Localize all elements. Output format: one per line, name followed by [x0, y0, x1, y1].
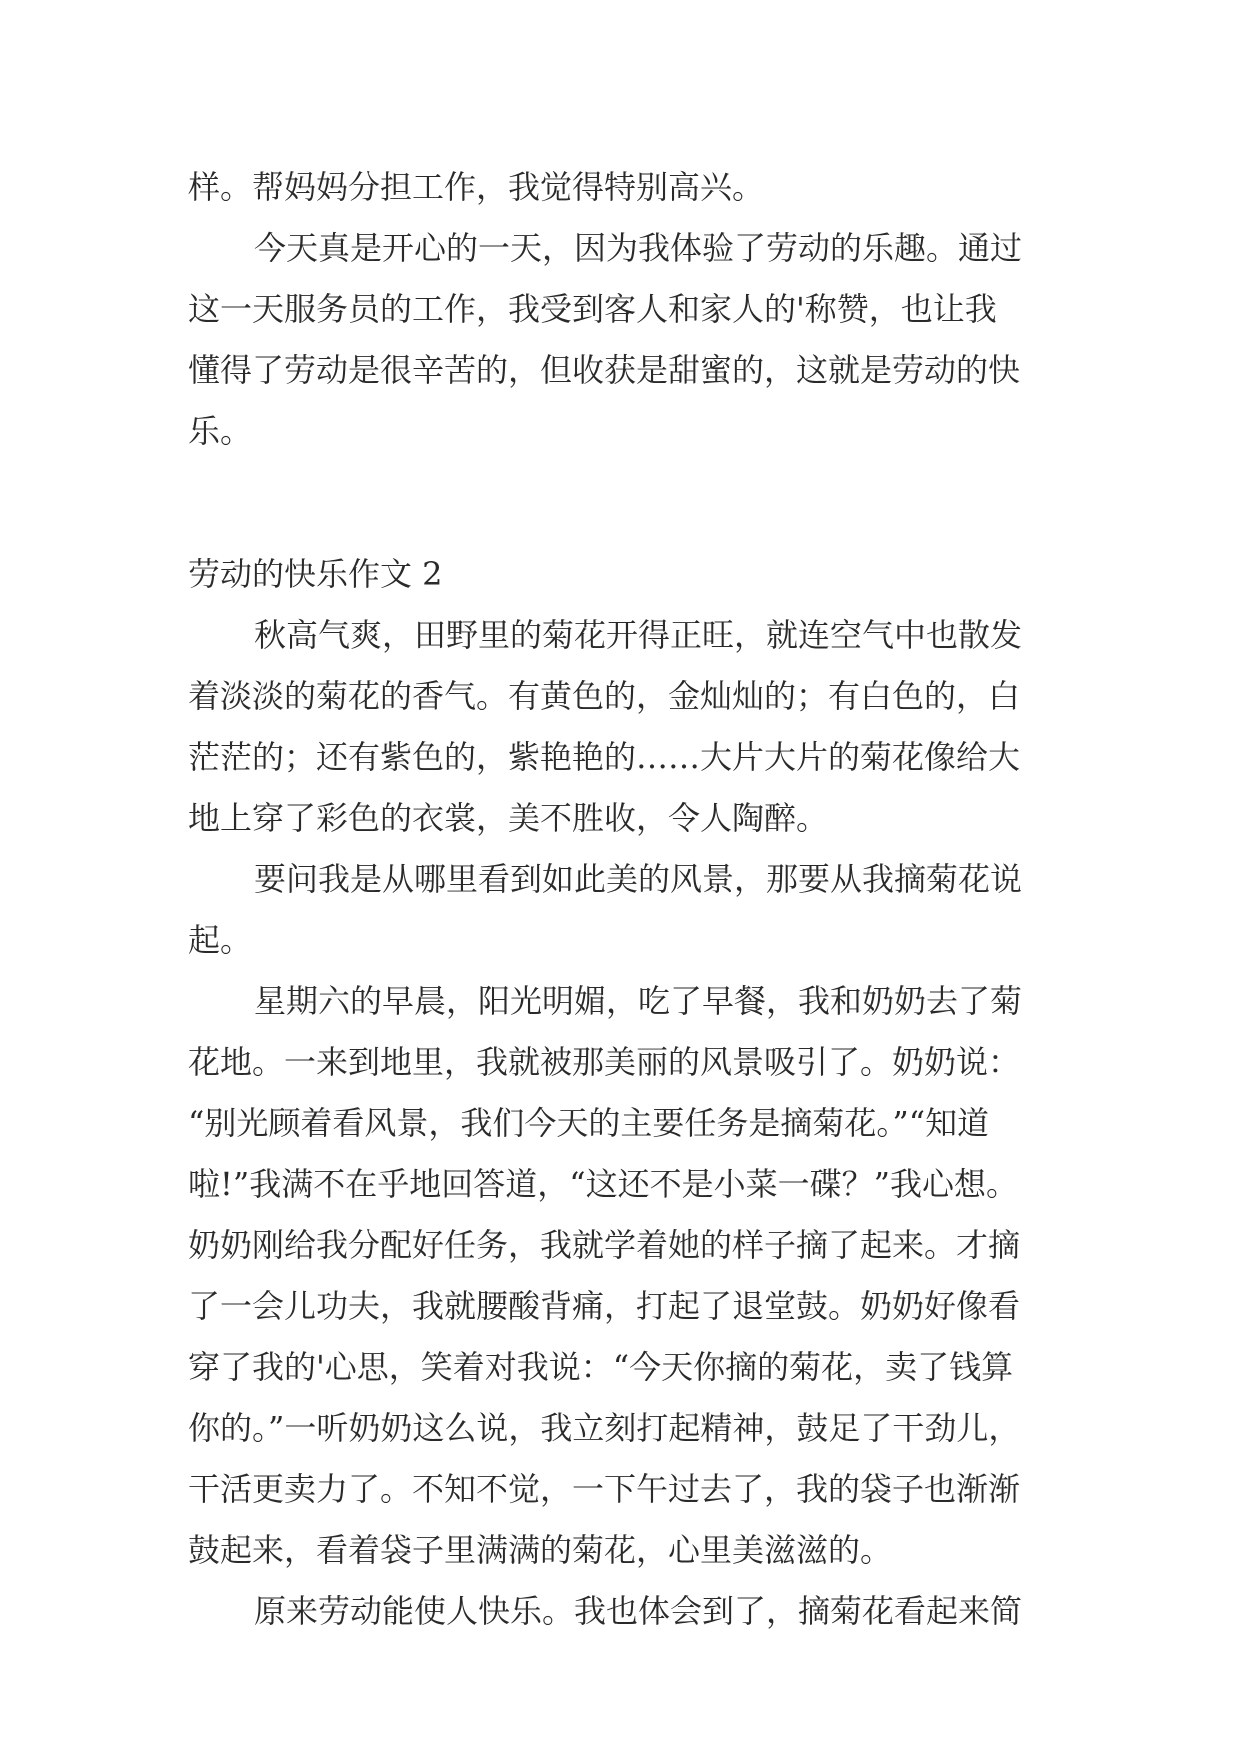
text-line: 了一会儿功夫，我就腰酸背痛，打起了退堂鼓。奶奶好像看 — [188, 1287, 1021, 1325]
text-line: 今天真是开心的一天，因为我体验了劳动的乐趣。通过 — [254, 229, 1023, 267]
text-line: 原来劳动能使人快乐。我也体会到了，摘菊花看起来简 — [254, 1592, 1023, 1630]
text-line: 你的。”一听奶奶这么说，我立刻打起精神，鼓足了干劲儿， — [188, 1409, 1021, 1447]
paragraph — [188, 849, 1068, 971]
text-line: 这一天服务员的工作，我受到客人和家人的'称赞，也让我 — [188, 290, 997, 328]
text-line: “别光顾着看风景，我们今天的主要任务是摘菊花。”“知道 — [188, 1104, 990, 1142]
text-line: 啦!”我满不在乎地回答道，“这还不是小菜一碟？”我心想。 — [188, 1165, 1018, 1203]
text-line: 着淡淡的菊花的香气。有黄色的，金灿灿的；有白色的，白 — [188, 677, 1021, 715]
text-line: 要问我是从哪里看到如此美的风景，那要从我摘菊花说 — [254, 860, 1023, 898]
text-line: 秋高气爽，田野里的菊花开得正旺，就连空气中也散发 — [254, 616, 1023, 654]
paragraph — [188, 1581, 1068, 1642]
text-line: 奶奶刚给我分配好任务，我就学着她的样子摘了起来。才摘 — [188, 1226, 1021, 1264]
text-line: 样。帮妈妈分担工作，我觉得特别高兴。 — [188, 168, 765, 206]
text-line: 乐。 — [188, 412, 253, 450]
text-line: 鼓起来，看着袋子里满满的菊花，心里美滋滋的。 — [188, 1531, 893, 1569]
text-line: 地上穿了彩色的衣裳，美不胜收，令人陶醉。 — [188, 799, 829, 837]
text-line: 懂得了劳动是很辛苦的，但收获是甜蜜的，这就是劳动的快 — [188, 351, 1021, 389]
paragraph — [188, 605, 1068, 849]
section-title: 劳动的快乐作文 2 — [188, 555, 443, 593]
document-body — [188, 157, 1068, 1642]
text-line: 起。 — [188, 921, 253, 959]
text-line: 穿了我的'心思，笑着对我说：“今天你摘的菊花，卖了钱算 — [188, 1348, 1014, 1386]
text-line: 茫茫的；还有紫色的，紫艳艳的……大片大片的菊花像给大 — [188, 738, 1021, 776]
text-line: 干活更卖力了。不知不觉，一下午过去了，我的袋子也渐渐 — [188, 1470, 1021, 1508]
paragraph — [188, 971, 1068, 1581]
section-gap — [188, 462, 1068, 544]
paragraph — [188, 218, 1068, 462]
text-line: 星期六的早晨，阳光明媚，吃了早餐，我和奶奶去了菊 — [254, 982, 1023, 1020]
paragraph-continuation — [188, 157, 1068, 218]
text-line: 花地。一来到地里，我就被那美丽的风景吸引了。奶奶说： — [188, 1043, 1021, 1081]
